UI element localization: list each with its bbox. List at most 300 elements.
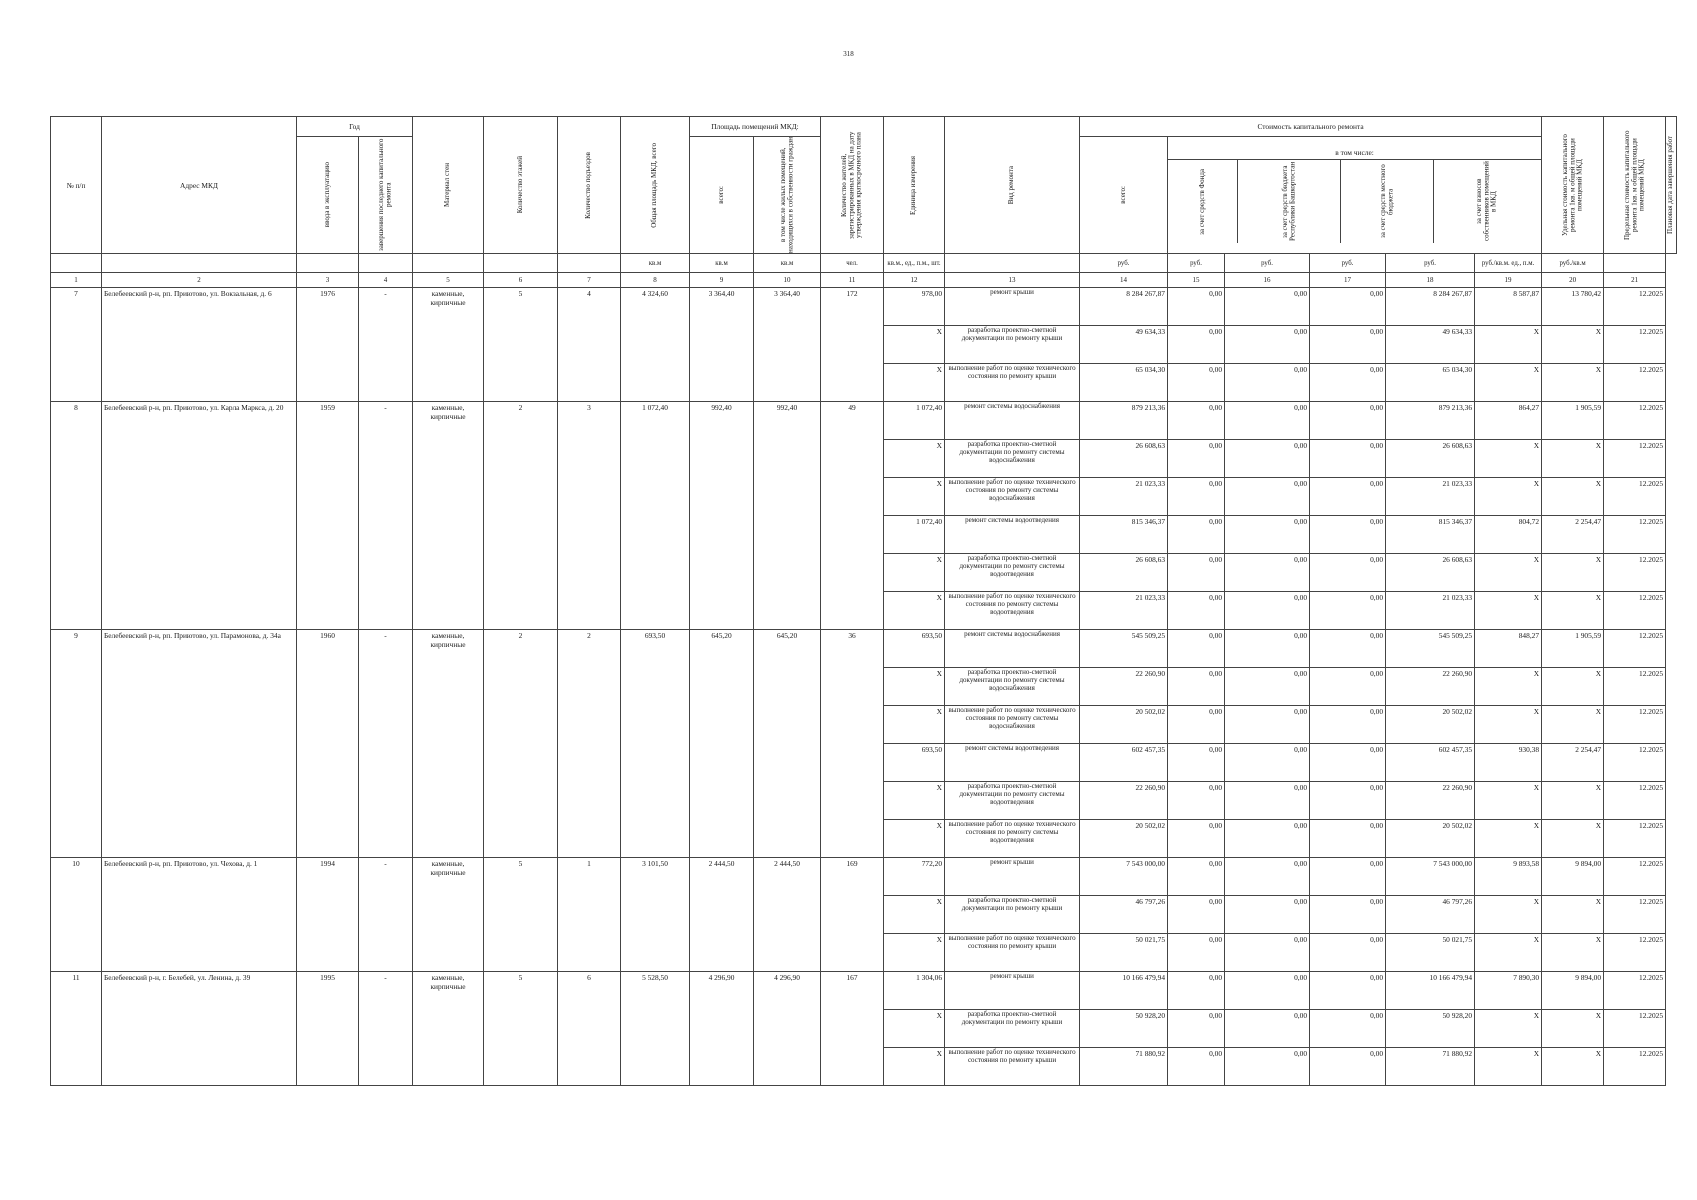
cost-owners: 65 034,30	[1386, 364, 1475, 402]
cost-fund: 0,00	[1168, 516, 1225, 554]
unit-cell: руб.	[1168, 254, 1225, 273]
premises-area: 992,40	[690, 402, 754, 630]
column-number: 11	[821, 273, 884, 288]
cost-republic: 0,00	[1225, 896, 1310, 934]
work-quantity: 1 304,06	[884, 972, 945, 1010]
unit-cost: X	[1475, 1048, 1542, 1086]
residential-area: 2 444,50	[754, 858, 821, 972]
cost-local: 0,00	[1310, 706, 1386, 744]
unit-cell	[484, 254, 558, 273]
cost-fund: 0,00	[1168, 402, 1225, 440]
year-commission: 1960	[297, 630, 359, 858]
residential-area: 3 364,40	[754, 288, 821, 402]
repair-type: разработка проектно-сметной документации по ремонту системы водоснабжения	[945, 668, 1080, 706]
cost-owners: 46 797,26	[1386, 896, 1475, 934]
unit-cost: 9 893,58	[1475, 858, 1542, 896]
hdr-local: за счет средств местного бюджета	[1341, 160, 1434, 243]
plan-date: 12.2025	[1604, 326, 1666, 364]
cost-fund: 0,00	[1168, 668, 1225, 706]
max-cost: X	[1542, 668, 1604, 706]
year-last-repair: -	[359, 402, 413, 630]
max-cost: 2 254,47	[1542, 744, 1604, 782]
work-quantity: X	[884, 782, 945, 820]
hdr-repair-type: Вид ремонта	[945, 117, 1080, 254]
unit-cell: руб.	[1310, 254, 1386, 273]
hdr-total-area: Общая площадь МКД, всего	[621, 117, 690, 254]
column-number: 6	[484, 273, 558, 288]
cost-republic: 0,00	[1225, 782, 1310, 820]
unit-cost: X	[1475, 896, 1542, 934]
repair-type: выполнение работ по оценке технического состояния по ремонту крыши	[945, 1048, 1080, 1086]
cost-republic: 0,00	[1225, 706, 1310, 744]
hdr-year-last-repair: завершения последнего капитального ремонта	[359, 137, 413, 254]
repair-type: разработка проектно-сметной документации по ремонту крыши	[945, 896, 1080, 934]
column-number: 7	[558, 273, 621, 288]
unit-cell: кв.м	[754, 254, 821, 273]
cost-local: 0,00	[1310, 858, 1386, 896]
max-cost: X	[1542, 440, 1604, 478]
hdr-address: Адрес МКД	[102, 117, 297, 254]
cost-local: 0,00	[1310, 516, 1386, 554]
cost-owners: 71 880,92	[1386, 1048, 1475, 1086]
cost-total: 26 608,63	[1080, 554, 1168, 592]
table-body	[51, 288, 1677, 1086]
cost-republic: 0,00	[1225, 934, 1310, 972]
work-quantity: 693,50	[884, 630, 945, 668]
house-number: 10	[51, 858, 102, 972]
cost-republic: 0,00	[1225, 554, 1310, 592]
plan-date: 12.2025	[1604, 820, 1666, 858]
work-quantity: 1 072,40	[884, 402, 945, 440]
house-address: Белебеевский р-н, рп. Приютово, ул. Карла Маркса, д. 20	[102, 402, 297, 630]
floors: 5	[484, 972, 558, 1086]
total-area: 4 324,60	[621, 288, 690, 402]
year-commission: 1976	[297, 288, 359, 402]
cost-owners: 602 457,35	[1386, 744, 1475, 782]
residents: 172	[821, 288, 884, 402]
work-quantity: 978,00	[884, 288, 945, 326]
unit-cell: кв.м	[690, 254, 754, 273]
repair-type: разработка проектно-сметной документации по ремонту крыши	[945, 1010, 1080, 1048]
wall-material: каменные, кирпичные	[413, 972, 484, 1086]
max-cost: X	[1542, 478, 1604, 516]
work-quantity: X	[884, 1048, 945, 1086]
unit-cost: X	[1475, 668, 1542, 706]
cost-local: 0,00	[1310, 744, 1386, 782]
hdr-units: Единица измерения	[884, 117, 945, 254]
unit-cost: X	[1475, 364, 1542, 402]
cost-local: 0,00	[1310, 630, 1386, 668]
cost-local: 0,00	[1310, 364, 1386, 402]
cost-total: 21 023,33	[1080, 478, 1168, 516]
plan-date: 12.2025	[1604, 402, 1666, 440]
unit-cost: 8 587,87	[1475, 288, 1542, 326]
cost-republic: 0,00	[1225, 288, 1310, 326]
cost-fund: 0,00	[1168, 554, 1225, 592]
table-row	[51, 972, 1677, 1010]
cost-republic: 0,00	[1225, 1010, 1310, 1048]
house-number: 11	[51, 972, 102, 1086]
unit-cell: руб./кв.м	[1542, 254, 1604, 273]
work-quantity: 1 072,40	[884, 516, 945, 554]
cost-total: 50 021,75	[1080, 934, 1168, 972]
plan-date: 12.2025	[1604, 858, 1666, 896]
year-last-repair: -	[359, 972, 413, 1086]
table-row	[51, 858, 1677, 896]
cost-owners: 26 608,63	[1386, 440, 1475, 478]
column-number: 8	[621, 273, 690, 288]
cost-fund: 0,00	[1168, 934, 1225, 972]
max-cost: 13 780,42	[1542, 288, 1604, 326]
hdr-year-commission: ввода в эксплуатацию	[297, 137, 359, 254]
house-address: Белебеевский р-н, рп. Приютово, ул. Парамонова, д. 34а	[102, 630, 297, 858]
residents: 49	[821, 402, 884, 630]
floors: 2	[484, 630, 558, 858]
unit-cell	[297, 254, 359, 273]
repair-type: разработка проектно-сметной документации по ремонту системы водоотведения	[945, 554, 1080, 592]
entrances: 1	[558, 858, 621, 972]
table-row	[51, 402, 1677, 440]
column-number: 14	[1080, 273, 1168, 288]
column-number: 15	[1168, 273, 1225, 288]
page-number: 318	[843, 50, 854, 58]
cost-total: 21 023,33	[1080, 592, 1168, 630]
unit-cell: руб.	[1386, 254, 1475, 273]
hdr-fund: за счет средств Фонда	[1168, 160, 1238, 243]
max-cost: 2 254,47	[1542, 516, 1604, 554]
repair-type: разработка проектно-сметной документации по ремонту системы водоснабжения	[945, 440, 1080, 478]
work-quantity: X	[884, 1010, 945, 1048]
hdr-year-group: Год	[297, 117, 413, 137]
unit-cost: X	[1475, 326, 1542, 364]
column-number: 16	[1225, 273, 1310, 288]
unit-cell	[558, 254, 621, 273]
cost-owners: 22 260,90	[1386, 782, 1475, 820]
cost-fund: 0,00	[1168, 1048, 1225, 1086]
column-number-row	[51, 273, 1677, 288]
work-quantity: 693,50	[884, 744, 945, 782]
unit-cost: X	[1475, 592, 1542, 630]
unit-cost: X	[1475, 554, 1542, 592]
cost-republic: 0,00	[1225, 592, 1310, 630]
cost-local: 0,00	[1310, 440, 1386, 478]
cost-fund: 0,00	[1168, 896, 1225, 934]
cost-total: 545 509,25	[1080, 630, 1168, 668]
hdr-republic: за счет средств бюджета Республики Башкортостан	[1238, 160, 1341, 243]
hdr-material: Материал стен	[413, 117, 484, 254]
cost-owners: 26 608,63	[1386, 554, 1475, 592]
cost-local: 0,00	[1310, 934, 1386, 972]
plan-date: 12.2025	[1604, 554, 1666, 592]
hdr-num: № п/п	[51, 117, 102, 254]
cost-total: 10 166 479,94	[1080, 972, 1168, 1010]
max-cost: X	[1542, 326, 1604, 364]
plan-date: 12.2025	[1604, 516, 1666, 554]
unit-cost: X	[1475, 478, 1542, 516]
cost-total: 22 260,90	[1080, 782, 1168, 820]
plan-date: 12.2025	[1604, 288, 1666, 326]
hdr-owners: за счет взносов собственников помещений в МКД	[1475, 161, 1499, 242]
table-header	[51, 117, 1677, 288]
total-area: 3 101,50	[621, 858, 690, 972]
cost-total: 20 502,02	[1080, 820, 1168, 858]
residential-area: 4 296,90	[754, 972, 821, 1086]
unit-cost: 930,38	[1475, 744, 1542, 782]
cost-local: 0,00	[1310, 1048, 1386, 1086]
unit-cell	[102, 254, 297, 273]
year-commission: 1994	[297, 858, 359, 972]
cost-fund: 0,00	[1168, 706, 1225, 744]
cost-republic: 0,00	[1225, 820, 1310, 858]
plan-date: 12.2025	[1604, 744, 1666, 782]
cost-owners: 815 346,37	[1386, 516, 1475, 554]
residential-area: 645,20	[754, 630, 821, 858]
unit-cell: чел.	[821, 254, 884, 273]
repair-type: выполнение работ по оценке технического состояния по ремонту системы водоснабжения	[945, 706, 1080, 744]
unit-cost: 7 890,30	[1475, 972, 1542, 1010]
cost-republic: 0,00	[1225, 744, 1310, 782]
plan-date: 12.2025	[1604, 934, 1666, 972]
unit-cell: руб.	[1080, 254, 1168, 273]
units-row	[51, 254, 1677, 273]
repair-plan-table	[50, 116, 1677, 1086]
cost-owners: 879 213,36	[1386, 402, 1475, 440]
premises-area: 2 444,50	[690, 858, 754, 972]
cost-fund: 0,00	[1168, 1010, 1225, 1048]
cost-fund: 0,00	[1168, 288, 1225, 326]
repair-type: выполнение работ по оценке технического состояния по ремонту крыши	[945, 364, 1080, 402]
cost-owners: 10 166 479,94	[1386, 972, 1475, 1010]
max-cost: 1 905,59	[1542, 402, 1604, 440]
floors: 2	[484, 402, 558, 630]
cost-local: 0,00	[1310, 402, 1386, 440]
floors: 5	[484, 858, 558, 972]
hdr-area-total: всего:	[690, 137, 754, 254]
premises-area: 3 364,40	[690, 288, 754, 402]
hdr-max-cost: Предельная стоимость капитального ремонта 1кв. м общей площади помещений МКД	[1604, 117, 1666, 254]
cost-total: 65 034,30	[1080, 364, 1168, 402]
hdr-premises-group: Площадь помещений МКД:	[690, 117, 821, 137]
column-number: 9	[690, 273, 754, 288]
cost-owners: 7 543 000,00	[1386, 858, 1475, 896]
floors: 5	[484, 288, 558, 402]
cost-fund: 0,00	[1168, 440, 1225, 478]
cost-total: 26 608,63	[1080, 440, 1168, 478]
cost-fund: 0,00	[1168, 326, 1225, 364]
column-number: 21	[1604, 273, 1666, 288]
column-number: 12	[884, 273, 945, 288]
cost-republic: 0,00	[1225, 326, 1310, 364]
unit-cost: 848,27	[1475, 630, 1542, 668]
repair-type: ремонт системы водоснабжения	[945, 630, 1080, 668]
wall-material: каменные, кирпичные	[413, 630, 484, 858]
unit-cell	[1604, 254, 1666, 273]
cost-total: 8 284 267,87	[1080, 288, 1168, 326]
plan-date: 12.2025	[1604, 630, 1666, 668]
total-area: 5 528,50	[621, 972, 690, 1086]
cost-total: 49 634,33	[1080, 326, 1168, 364]
cost-local: 0,00	[1310, 896, 1386, 934]
repair-type: ремонт системы водоснабжения	[945, 402, 1080, 440]
entrances: 6	[558, 972, 621, 1086]
column-number: 5	[413, 273, 484, 288]
unit-cost: X	[1475, 820, 1542, 858]
cost-local: 0,00	[1310, 1010, 1386, 1048]
residents: 36	[821, 630, 884, 858]
year-last-repair: -	[359, 858, 413, 972]
house-number: 7	[51, 288, 102, 402]
max-cost: X	[1542, 782, 1604, 820]
repair-type: разработка проектно-сметной документации по ремонту системы водоотведения	[945, 782, 1080, 820]
column-number: 1	[51, 273, 102, 288]
plan-date: 12.2025	[1604, 668, 1666, 706]
repair-type: выполнение работ по оценке технического состояния по ремонту системы водоотведения	[945, 820, 1080, 858]
unit-cell	[359, 254, 413, 273]
cost-republic: 0,00	[1225, 1048, 1310, 1086]
repair-type: разработка проектно-сметной документации по ремонту крыши	[945, 326, 1080, 364]
repair-type: ремонт крыши	[945, 858, 1080, 896]
max-cost: X	[1542, 1048, 1604, 1086]
cost-local: 0,00	[1310, 478, 1386, 516]
cost-local: 0,00	[1310, 668, 1386, 706]
hdr-residents: Количество жителей, зарегистрированных в МКД на дату утверждения краткосрочного плана	[821, 117, 884, 254]
repair-type: выполнение работ по оценке технического состояния по ремонту системы водоотведения	[945, 592, 1080, 630]
plan-date: 12.2025	[1604, 478, 1666, 516]
cost-total: 50 928,20	[1080, 1010, 1168, 1048]
hdr-cost-group: Стоимость капитального ремонта	[1080, 117, 1542, 137]
cost-local: 0,00	[1310, 288, 1386, 326]
entrances: 3	[558, 402, 621, 630]
cost-fund: 0,00	[1168, 364, 1225, 402]
repair-type: ремонт системы водоотведения	[945, 744, 1080, 782]
table-row	[51, 288, 1677, 326]
residents: 167	[821, 972, 884, 1086]
plan-date: 12.2025	[1604, 972, 1666, 1010]
cost-fund: 0,00	[1168, 858, 1225, 896]
cost-owners: 21 023,33	[1386, 478, 1475, 516]
max-cost: X	[1542, 820, 1604, 858]
cost-local: 0,00	[1310, 592, 1386, 630]
unit-cell: руб.	[1225, 254, 1310, 273]
unit-cost: X	[1475, 706, 1542, 744]
cost-owners: 50 021,75	[1386, 934, 1475, 972]
max-cost: X	[1542, 934, 1604, 972]
cost-republic: 0,00	[1225, 516, 1310, 554]
hdr-plan-date: Плановая дата завершения работ	[1666, 117, 1677, 254]
unit-cost: 804,72	[1475, 516, 1542, 554]
entrances: 2	[558, 630, 621, 858]
cost-total: 815 346,37	[1080, 516, 1168, 554]
house-address: Белебеевский р-н, г. Белебей, ул. Ленина, д. 39	[102, 972, 297, 1086]
repair-type: выполнение работ по оценке технического состояния по ремонту крыши	[945, 934, 1080, 972]
wall-material: каменные, кирпичные	[413, 288, 484, 402]
max-cost: X	[1542, 706, 1604, 744]
total-area: 1 072,40	[621, 402, 690, 630]
premises-area: 645,20	[690, 630, 754, 858]
unit-cost: X	[1475, 782, 1542, 820]
cost-republic: 0,00	[1225, 364, 1310, 402]
column-number: 18	[1386, 273, 1475, 288]
cost-total: 71 880,92	[1080, 1048, 1168, 1086]
plan-date: 12.2025	[1604, 592, 1666, 630]
plan-date: 12.2025	[1604, 896, 1666, 934]
unit-cell	[51, 254, 102, 273]
cost-owners: 21 023,33	[1386, 592, 1475, 630]
column-number: 2	[102, 273, 297, 288]
cost-fund: 0,00	[1168, 630, 1225, 668]
house-number: 8	[51, 402, 102, 630]
unit-cell: кв.м	[621, 254, 690, 273]
cost-owners: 8 284 267,87	[1386, 288, 1475, 326]
table-row	[51, 630, 1677, 668]
cost-owners: 50 928,20	[1386, 1010, 1475, 1048]
column-number: 10	[754, 273, 821, 288]
hdr-area-residential: в том числе жилых помещений, находящихся в собственности граждан	[754, 137, 821, 254]
repair-type: ремонт крыши	[945, 288, 1080, 326]
cost-local: 0,00	[1310, 782, 1386, 820]
max-cost: X	[1542, 364, 1604, 402]
plan-date: 12.2025	[1604, 782, 1666, 820]
unit-cost: X	[1475, 440, 1542, 478]
repair-type: ремонт крыши	[945, 972, 1080, 1010]
cost-total: 20 502,02	[1080, 706, 1168, 744]
unit-cell	[945, 254, 1080, 273]
work-quantity: X	[884, 592, 945, 630]
cost-republic: 0,00	[1225, 402, 1310, 440]
wall-material: каменные, кирпичные	[413, 402, 484, 630]
house-address: Белебеевский р-н, рп. Приютово, ул. Чехова, д. 1	[102, 858, 297, 972]
plan-date: 12.2025	[1604, 706, 1666, 744]
work-quantity: X	[884, 668, 945, 706]
year-commission: 1995	[297, 972, 359, 1086]
cost-local: 0,00	[1310, 554, 1386, 592]
max-cost: X	[1542, 592, 1604, 630]
cost-republic: 0,00	[1225, 630, 1310, 668]
cost-total: 7 543 000,00	[1080, 858, 1168, 896]
year-last-repair: -	[359, 288, 413, 402]
column-number: 3	[297, 273, 359, 288]
column-number: 13	[945, 273, 1080, 288]
wall-material: каменные, кирпичные	[413, 858, 484, 972]
house-address: Белебеевский р-н, рп. Приютово, ул. Вокзальная, д. 6	[102, 288, 297, 402]
cost-fund: 0,00	[1168, 592, 1225, 630]
cost-owners: 20 502,02	[1386, 706, 1475, 744]
column-number: 19	[1475, 273, 1542, 288]
cost-local: 0,00	[1310, 820, 1386, 858]
unit-cost: X	[1475, 934, 1542, 972]
plan-date: 12.2025	[1604, 440, 1666, 478]
column-number: 4	[359, 273, 413, 288]
unit-cost: 864,27	[1475, 402, 1542, 440]
cost-total: 22 260,90	[1080, 668, 1168, 706]
max-cost: X	[1542, 554, 1604, 592]
cost-republic: 0,00	[1225, 972, 1310, 1010]
max-cost: 9 894,00	[1542, 858, 1604, 896]
work-quantity: X	[884, 934, 945, 972]
house-number: 9	[51, 630, 102, 858]
cost-fund: 0,00	[1168, 782, 1225, 820]
cost-republic: 0,00	[1225, 858, 1310, 896]
repair-type: выполнение работ по оценке технического состояния по ремонту системы водоснабжения	[945, 478, 1080, 516]
hdr-floors: Количество этажей	[484, 117, 558, 254]
work-quantity: X	[884, 554, 945, 592]
plan-date: 12.2025	[1604, 1010, 1666, 1048]
cost-local: 0,00	[1310, 972, 1386, 1010]
work-quantity: X	[884, 326, 945, 364]
unit-cell: кв.м., ед., п.м., шт.	[884, 254, 945, 273]
cost-fund: 0,00	[1168, 820, 1225, 858]
work-quantity: X	[884, 364, 945, 402]
